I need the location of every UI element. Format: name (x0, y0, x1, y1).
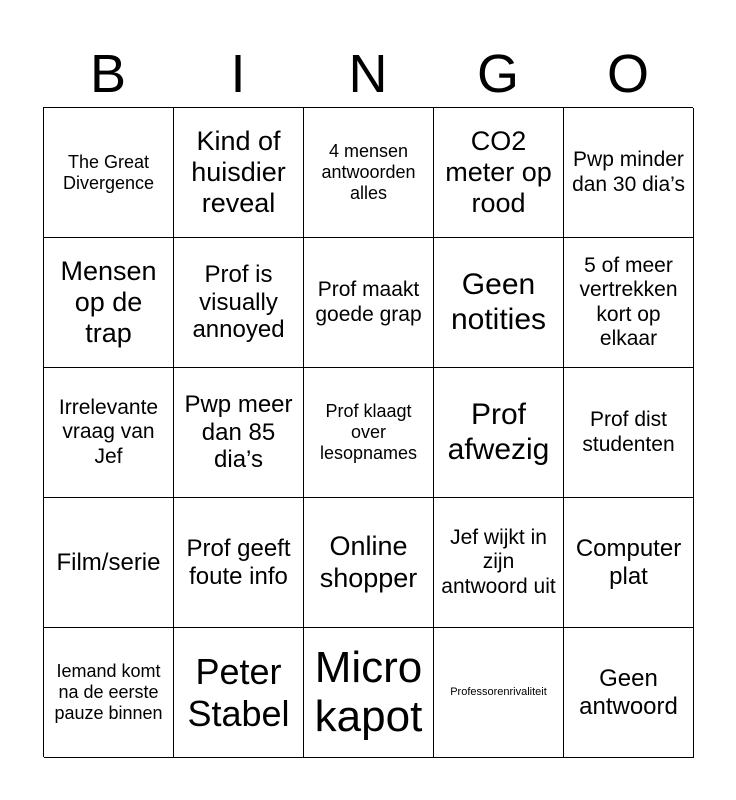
bingo-cell[interactable]: Computer plat (564, 498, 694, 628)
bingo-grid (43, 107, 693, 757)
bingo-cell[interactable]: Pwp meer dan 85 dia’s (174, 368, 304, 498)
bingo-cell[interactable]: Online shopper (304, 498, 434, 628)
bingo-cell[interactable]: Prof geeft foute info (174, 498, 304, 628)
header-letter-b: B (89, 44, 127, 104)
bingo-cell[interactable]: Film/serie (44, 498, 174, 628)
header-letter-i: I (230, 44, 246, 104)
bingo-cell[interactable]: Professorenrivaliteit (434, 628, 564, 758)
bingo-cell[interactable]: The Great Divergence (44, 108, 174, 238)
bingo-cell[interactable]: Pwp minder dan 30 dia’s (564, 108, 694, 238)
bingo-cell[interactable]: Prof dist studenten (564, 368, 694, 498)
header-letter-o: O (606, 44, 649, 104)
bingo-cell[interactable]: Iemand komt na de eerste pauze binnen (44, 628, 174, 758)
bingo-cell[interactable]: Prof afwezig (434, 368, 564, 498)
bingo-cell[interactable]: Geen notities (434, 238, 564, 368)
bingo-cell[interactable]: Prof maakt goede grap (304, 238, 434, 368)
bingo-header (43, 40, 693, 108)
header-letter-g: G (476, 44, 519, 104)
bingo-cell[interactable]: Peter Stabel (174, 628, 304, 758)
bingo-cell[interactable]: Prof is visually annoyed (174, 238, 304, 368)
bingo-cell[interactable]: Geen antwoord (564, 628, 694, 758)
bingo-cell[interactable]: CO2 meter op rood (434, 108, 564, 238)
bingo-cell[interactable]: Mensen op de trap (44, 238, 174, 368)
bingo-cell[interactable]: Micro kapot (304, 628, 434, 758)
bingo-cell[interactable]: Irrelevante vraag van Jef (44, 368, 174, 498)
bingo-cell[interactable]: Jef wijkt in zijn antwoord uit (434, 498, 564, 628)
header-letter-n: N (348, 44, 388, 104)
bingo-cell[interactable]: 4 mensen antwoorden alles (304, 108, 434, 238)
bingo-cell[interactable]: Prof klaagt over lesopnames (304, 368, 434, 498)
bingo-cell[interactable]: 5 of meer vertrekken kort op elkaar (564, 238, 694, 368)
bingo-cell[interactable]: Kind of huisdier reveal (174, 108, 304, 238)
